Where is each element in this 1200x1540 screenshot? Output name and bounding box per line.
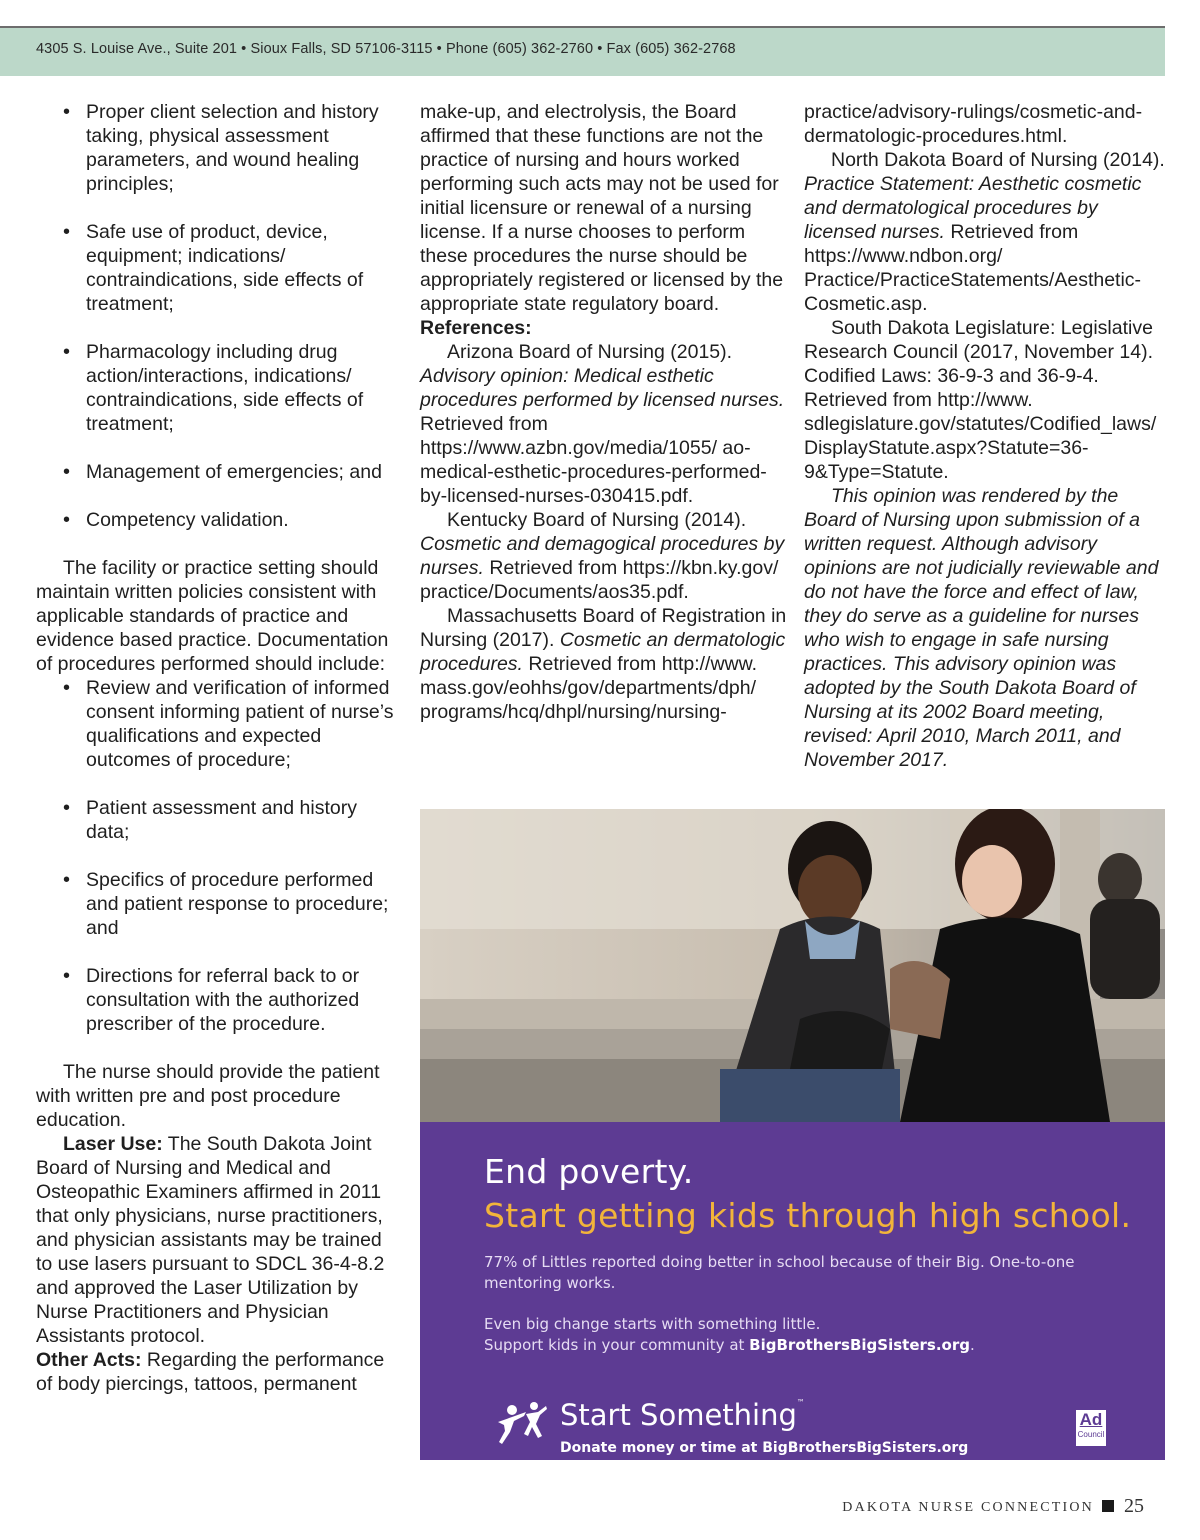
square-separator-icon [1102, 1500, 1114, 1512]
reference-title: Cosmetic and demagogical procedures by nurses. [420, 533, 785, 579]
advisory-disclaimer: This opinion was rendered by the Board of Nursing upon submission of a written request. Although advisory opinions are not judicially reviewable and do not have the force and effect of law, they do serve as a guideline for nurses who wish to engage in safe nursing practices. This advisory opinion was adopted by the South Dakota Board of Nursing at its 2002 Board meeting, revised: April 2010, March 2011, and November 2017. [804, 485, 1159, 771]
ad-body-cta [484, 1314, 1124, 1356]
paragraph-laser-use [36, 1132, 398, 1348]
list-item: • Proper client selection and history taking, physical assessment parameters, and wound healing principles; [36, 100, 398, 196]
ad-headline: End poverty. [484, 1152, 694, 1191]
start-something-logo-icon [490, 1400, 554, 1450]
reference-arizona [420, 340, 790, 508]
reference-source: Massachusetts Board of Registration in Nursing (2017). [420, 605, 787, 651]
publication-name: DAKOTA NURSE CONNECTION [842, 1500, 1094, 1515]
reference-kentucky [420, 508, 790, 604]
reference-source: North Dakota Board of Nursing (2014). [831, 149, 1165, 171]
header-address: 4305 S. Louise Ave., Suite 201 • Sioux Falls, SD 57106-3115 • Phone (605) 362-2760 • Fax (605) 362-2768 [36, 41, 736, 57]
reference-title: Advisory opinion: Medical esthetic procedures performed by licensed nurses. [420, 365, 785, 411]
bullet-list-training [36, 100, 398, 532]
other-acts-text: Regarding the performance of body piercings, tattoos, permanent [36, 1349, 385, 1395]
ad-website-link[interactable]: BigBrothersBigSisters.org [749, 1336, 970, 1354]
ad-council-logo [1076, 1410, 1106, 1446]
reference-link: Retrieved from https://www.azbn.gov/media/1055/ ao-medical-esthetic-procedures-performed-by-licensed-nurses-030415.pdf. [420, 413, 767, 507]
bullet-list-documentation [36, 676, 398, 1036]
references-heading: References: [420, 317, 532, 339]
laser-use-label: Laser Use: [63, 1133, 163, 1155]
ad-donate-line: Donate money or time at BigBrothersBigSisters.org [560, 1440, 969, 1456]
ad-body-end: . [969, 1336, 975, 1354]
list-item: • Patient assessment and history data; [36, 796, 398, 844]
column-3 [804, 100, 1166, 772]
column-1 [36, 100, 398, 1396]
page-number: 25 [1124, 1495, 1144, 1517]
ad-council-word: Council [1077, 1430, 1105, 1439]
ad-council-mark: Ad [1079, 1410, 1103, 1429]
mentoring-photo [420, 809, 1165, 1122]
paragraph-education: The nurse should provide the patient with written pre and post procedure education. [36, 1061, 380, 1131]
reference-link: Retrieved from https://kbn.ky.gov/ practice/Documents/aos35.pdf. [420, 557, 779, 603]
reference-north-dakota [804, 148, 1166, 316]
trademark-mark: ™ [796, 1398, 805, 1407]
list-item: • Review and verification of informed consent informing patient of nurse’s qualifications and expected outcomes of procedure; [36, 676, 398, 772]
reference-link: Retrieved from https://www.ndbon.org/ Practice/PracticeStatements/Aesthetic-Cosmetic.asp. [804, 221, 1142, 315]
ad-brand-text: Start Something [560, 1398, 797, 1432]
reference-south-dakota: South Dakota Legislature: Legislative Research Council (2017, November 14). Codified Laws: 36-9-3 and 36-9-4. Retrieved from http://www. sdlegislature.gov/statutes/Codified_laws/ DisplayStatute.aspx?Statute=36-9&Type=Statute. [804, 317, 1157, 483]
reference-source: Kentucky Board of Nursing (2014). [447, 509, 747, 531]
other-acts-label: Other Acts: [36, 1349, 142, 1371]
reference-link: Retrieved from http://www. mass.gov/eohhs/gov/departments/dph/ programs/hcq/dhpl/nursing/nursing- [420, 653, 758, 723]
reference-source: Arizona Board of Nursing (2015). [447, 341, 733, 363]
ad-brand-name [560, 1398, 805, 1432]
list-item: • Management of emergencies; and [36, 460, 398, 484]
list-item: • Directions for referral back to or consultation with the authorized prescriber of the procedure. [36, 964, 398, 1036]
ad-photo [420, 809, 1165, 1122]
page-footer [842, 1495, 1144, 1518]
paragraph-facility: The facility or practice setting should maintain written policies consistent with applicable standards of practice and evidence based practice. Documentation of procedures performed should include: [36, 557, 389, 675]
reference-massachusetts-continued: practice/advisory-rulings/cosmetic-and-dermatologic-procedures.html. [804, 101, 1143, 147]
list-item: • Competency validation. [36, 508, 398, 532]
ad-body-line: Support kids in your community at [484, 1336, 750, 1354]
list-item: • Pharmacology including drug action/interactions, indications/ contraindications, side effects of treatment; [36, 340, 398, 436]
list-item: • Specifics of procedure performed and patient response to procedure; and [36, 868, 398, 940]
ad-panel [420, 1122, 1165, 1460]
reference-title: Cosmetic an dermatologic procedures. [420, 629, 786, 675]
reference-title: Practice Statement: Aesthetic cosmetic and dermatological procedures by licensed nurses. [804, 173, 1142, 243]
list-item: • Safe use of product, device, equipment; indications/ contraindications, side effects of treatment; [36, 220, 398, 316]
laser-use-text: The South Dakota Joint Board of Nursing and Medical and Osteopathic Examiners affirmed in 2011 that only physicians, nurse practitioners, and physician assistants may be trained to use lasers pursuant to SDCL 36-4-8.2 and approved the Laser Utilization by Nurse Practitioners and Physician Assistants protocol. [36, 1133, 385, 1347]
ad-subheadline: Start getting kids through high school. [484, 1196, 1132, 1235]
paragraph-other-acts-continued: make-up, and electrolysis, the Board affirmed that these functions are not the practice of nursing and hours worked performing such acts may not be used for initial licensure or renewal of a nursing license. If a nurse chooses to perform these procedures the nurse should be appropriately registered or licensed by the appropriate state regulatory board. [420, 101, 784, 315]
column-2 [420, 100, 790, 724]
ad-body-line: Even big change starts with something little. [484, 1315, 821, 1333]
paragraph-other-acts [36, 1348, 398, 1396]
reference-massachusetts [420, 604, 790, 724]
ad-body-stat: 77% of Littles reported doing better in school because of their Big. One-to-one mentoring works. [484, 1253, 1075, 1292]
